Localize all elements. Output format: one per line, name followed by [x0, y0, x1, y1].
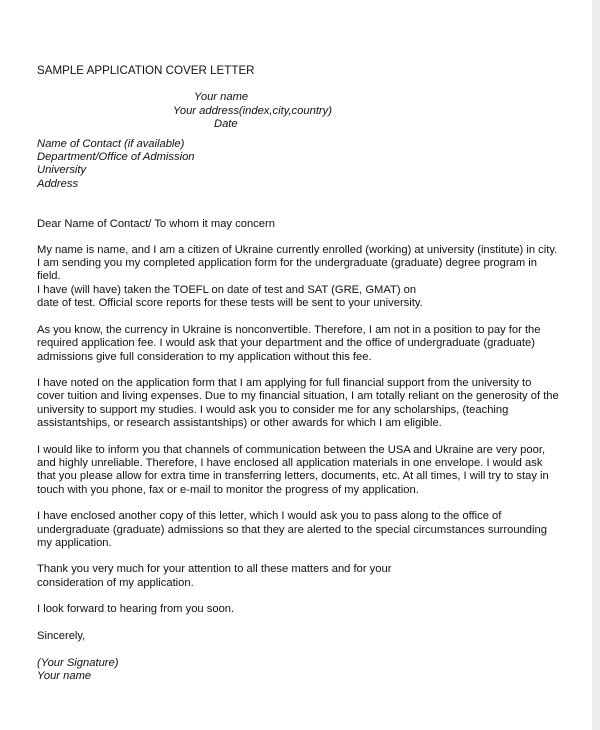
recipient-address: Address [37, 177, 79, 190]
sender-block [37, 91, 572, 131]
document-title: SAMPLE APPLICATION COVER LETTER [37, 64, 255, 77]
paragraph-introduction: My name is name, and I am a citizen of Ukraine currently enrolled (working) at university (institute) in city. I am sending you my completed application form for the undergraduate (graduate) degree program in field. I have (will have) taken the TOEFL on date of test and SAT (GRE, GMAT) on date of test. Official score reports for these tests will be sent to your university. [37, 243, 558, 310]
paragraph-fee-waiver: As you know, the currency in Ukraine is nonconvertible. Therefore, I am not in a position to pay for the required application fee. I would ask that your department and the office of undergraduate (graduate) admissions give full consideration to my application without this fee. [37, 323, 541, 363]
letter-body [37, 64, 572, 684]
sender-date: Date [214, 118, 238, 131]
signature-block [37, 657, 572, 684]
paragraph-look-forward: I look forward to hearing from you soon. [37, 603, 235, 616]
recipient-contact: Name of Contact (if available) [37, 137, 185, 150]
signature-name: Your name [37, 670, 92, 683]
paragraph-communication: I would like to inform you that channels of communication between the USA and Ukraine are very poor, and highly unreliable. Therefore, I have enclosed all application materials in one envelope. I would ask that you please allow for extra time in transferring letters, documents, etc. At all times, I will try to stay in touch with you phone, fax or e-mail to monitor the progress of my application. [37, 443, 549, 496]
signature-line: (Your Signature) [37, 657, 119, 669]
recipient-block [37, 138, 572, 192]
closing: Sincerely, [37, 629, 86, 642]
page-edge [592, 0, 600, 730]
paragraph-financial-support: I have noted on the application form that I am applying for full financial support from the university to cover tuition and living expenses. Due to my financial situation, I am totally reliant on the generosity of the university to support my studies. I would ask you to consider me for any scholarships, (teaching assistantships, or research assistantships) or other awards for which I am eligible. [37, 376, 559, 430]
paragraph-thanks: Thank you very much for your attention to all these matters and for your consideration of my application. [37, 563, 392, 589]
recipient-department: Department/Office of Admission [37, 151, 195, 164]
recipient-institution: University [37, 164, 87, 177]
paragraph-enclosed-copy: I have enclosed another copy of this letter, which I would ask you to pass along to the office of undergraduate (graduate) admissions so that they are alerted to the special circumstances surrounding my application. [37, 510, 547, 549]
sender-name: Your name [194, 91, 249, 104]
sender-address: Your address(index,city,country) [173, 104, 332, 117]
salutation: Dear Name of Contact/ To whom it may concern [37, 218, 275, 231]
